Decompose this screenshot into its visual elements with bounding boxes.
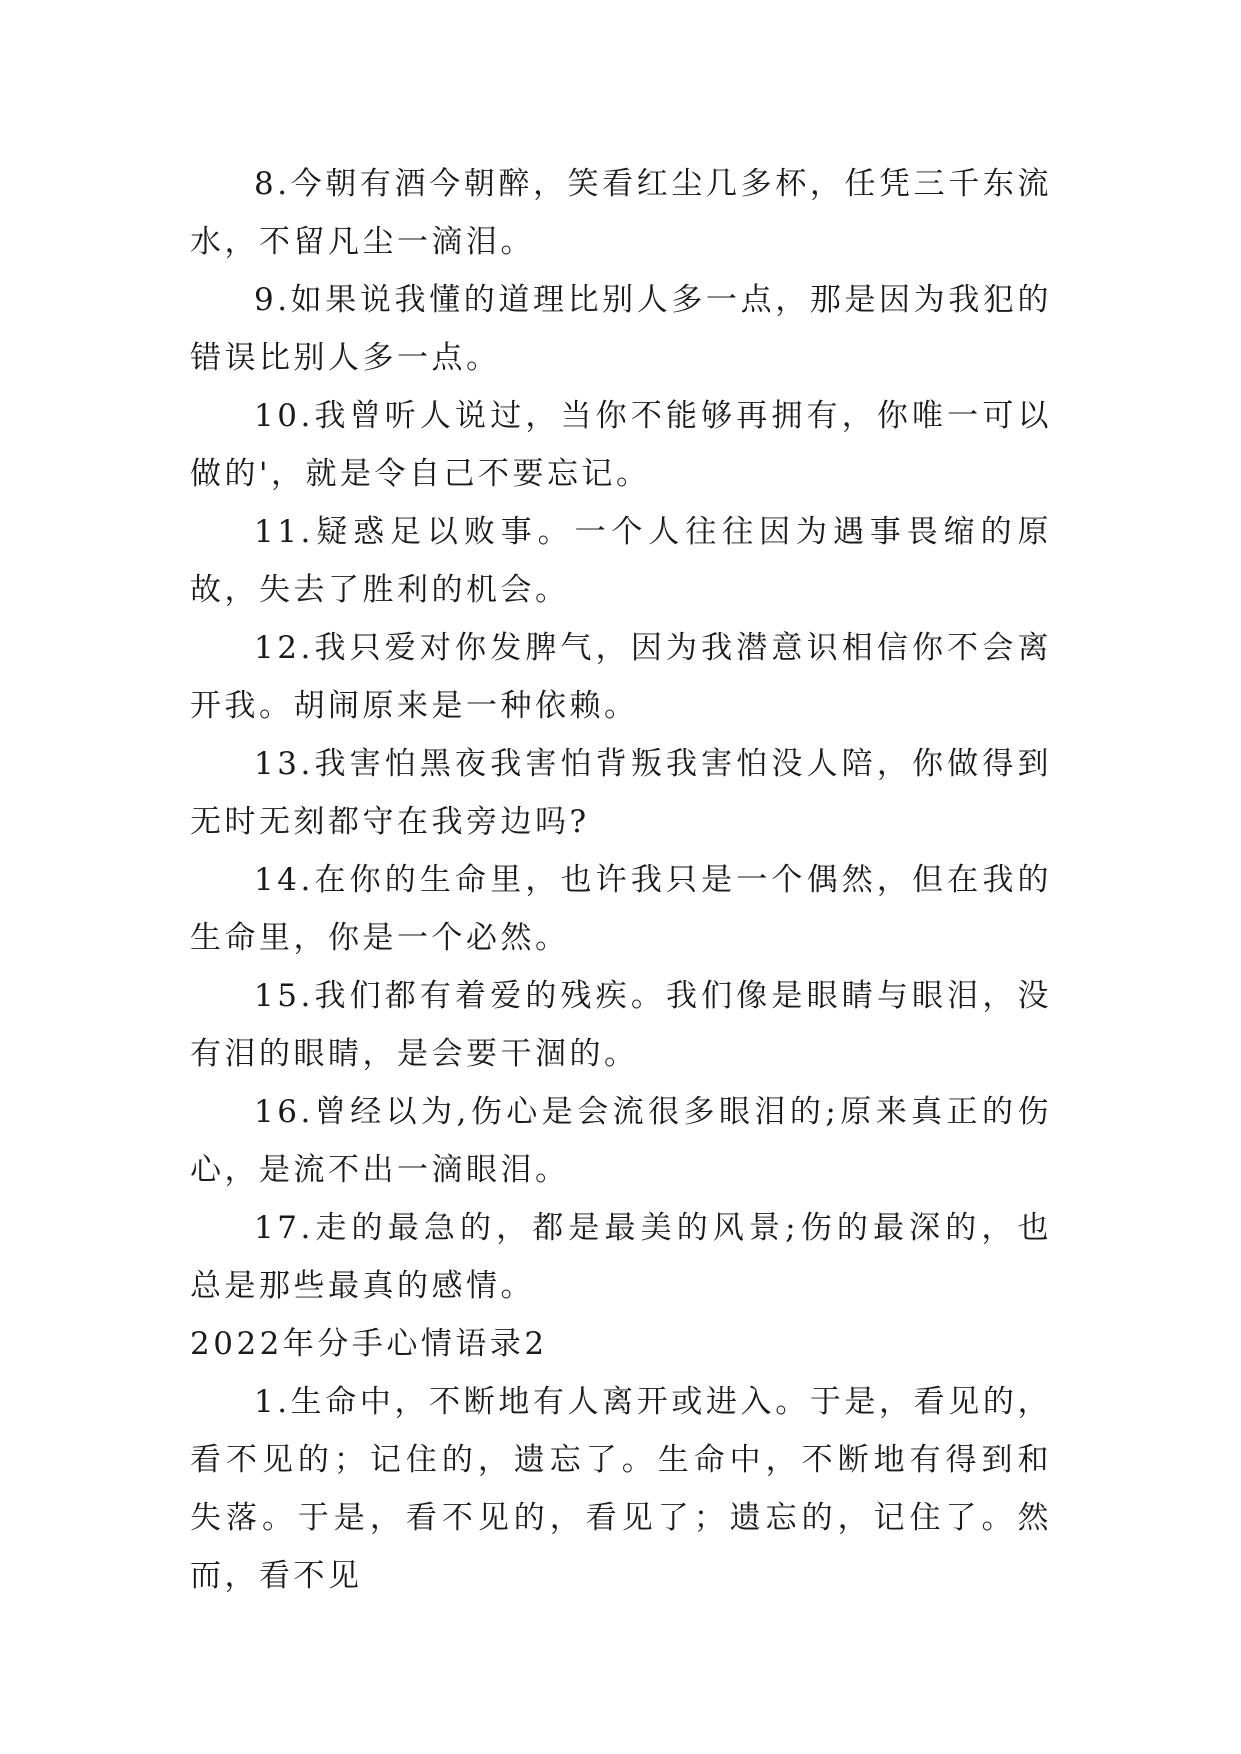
quote-paragraph-16: 16.曾经以为,伤心是会流很多眼泪的;原来真正的伤心，是流不出一滴眼泪。	[190, 1094, 1052, 1188]
section-quote-paragraph-1: 1.生命中，不断地有人离开或进入。于是，看见的，看不见的；记住的，遗忘了。生命中，不断地有得到和失落。于是，看不见的，看见了；遗忘的，记住了。然而，看不见	[190, 1384, 1052, 1594]
quote-paragraph-15: 15.我们都有着爱的残疾。我们像是眼睛与眼泪，没有泪的眼睛，是会要干涸的。	[190, 978, 1052, 1072]
document-body	[190, 155, 1052, 1605]
quote-paragraph-14: 14.在你的生命里，也许我只是一个偶然，但在我的生命里，你是一个必然。	[190, 862, 1052, 956]
quote-paragraph-12: 12.我只爱对你发脾气，因为我潜意识相信你不会离开我。胡闹原来是一种依赖。	[190, 630, 1052, 724]
quote-paragraph-13: 13.我害怕黑夜我害怕背叛我害怕没人陪，你做得到无时无刻都守在我旁边吗?	[190, 746, 1052, 840]
quote-paragraph-9: 9.如果说我懂的道理比别人多一点，那是因为我犯的错误比别人多一点。	[190, 282, 1052, 376]
quote-paragraph-17: 17.走的最急的，都是最美的风景;伤的最深的，也总是那些最真的感情。	[190, 1210, 1052, 1304]
quote-paragraph-10: 10.我曾听人说过，当你不能够再拥有，你唯一可以做的'，就是令自己不要忘记。	[190, 398, 1052, 492]
section-heading: 2022年分手心情语录2	[190, 1326, 548, 1362]
quote-paragraph-8: 8.今朝有酒今朝醉，笑看红尘几多杯，任凭三千东流水，不留凡尘一滴泪。	[190, 166, 1052, 260]
quote-paragraph-11: 11.疑惑足以败事。一个人往往因为遇事畏缩的原故，失去了胜利的机会。	[190, 514, 1052, 608]
